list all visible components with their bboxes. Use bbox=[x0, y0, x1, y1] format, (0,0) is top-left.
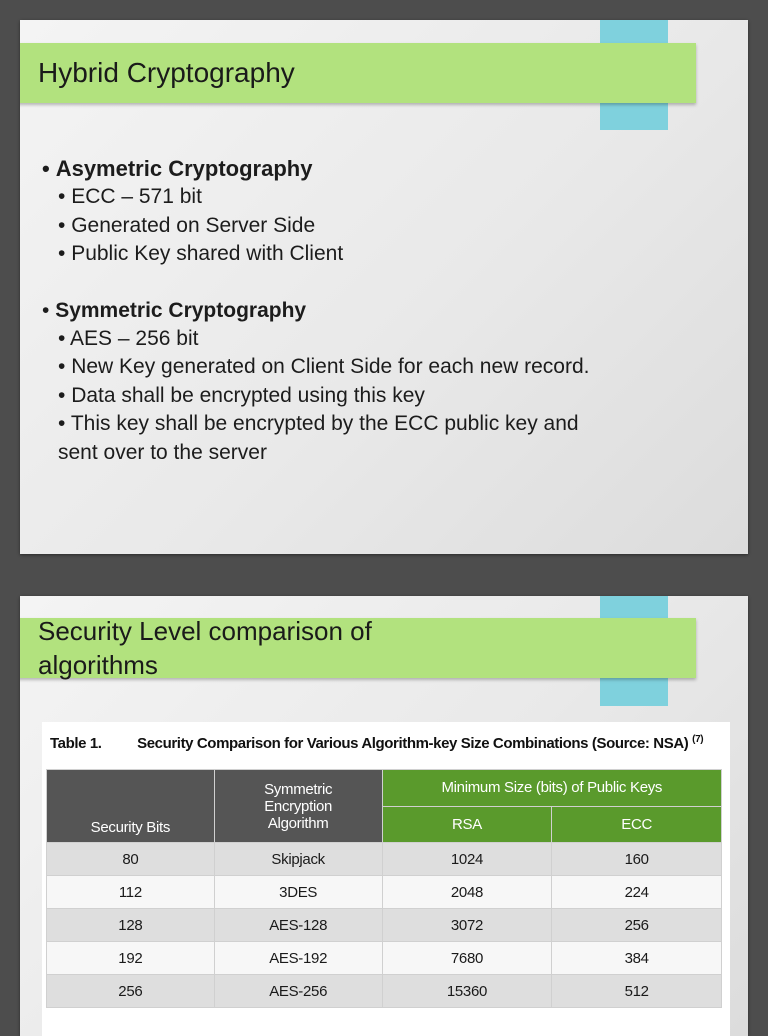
title-line-1: Security Level comparison of bbox=[38, 616, 372, 646]
sub-bullet-text: Public Key shared with Client bbox=[71, 242, 344, 265]
cell-ecc: 512 bbox=[552, 975, 722, 1008]
sub-bullet-text: ECC – 571 bit bbox=[71, 185, 202, 208]
sub-bullet-text: AES – 256 bit bbox=[70, 326, 199, 350]
cell-rsa: 15360 bbox=[382, 975, 552, 1008]
sub-bullet: • Data shall be encrypted using this key bbox=[58, 383, 425, 407]
slide-hybrid-cryptography bbox=[20, 20, 748, 554]
sub-bullet-text: This key shall be encrypted by the ECC public key and bbox=[70, 412, 579, 435]
bullet-dot-icon: • bbox=[42, 156, 50, 181]
sub-bullet-text: New Key generated on Client Side for each new record. bbox=[71, 355, 590, 378]
cell-security-bits: 128 bbox=[47, 909, 215, 942]
table-row bbox=[47, 909, 722, 942]
sub-bullet-text: Data shall be encrypted using this key bbox=[71, 383, 425, 407]
heading-text: Asymetric Cryptography bbox=[55, 156, 313, 181]
cell-security-bits: 256 bbox=[47, 975, 215, 1008]
caption-reference: (7) bbox=[692, 734, 704, 745]
bullet-list bbox=[42, 155, 728, 467]
sub-bullet: • This key shall be encrypted by the ECC public key and bbox=[58, 412, 579, 435]
continuation-text: sent over to the server bbox=[58, 440, 267, 464]
slide-security-level bbox=[20, 596, 748, 1036]
header-rsa: RSA bbox=[382, 806, 552, 843]
table-figure bbox=[42, 722, 730, 1036]
table-row bbox=[47, 876, 722, 909]
cell-ecc: 160 bbox=[552, 843, 722, 876]
caption-label: Table 1. bbox=[50, 735, 102, 752]
title-line-2: algorithms bbox=[38, 650, 158, 680]
sub-bullet: • Public Key shared with Client bbox=[58, 242, 344, 265]
table-row bbox=[47, 942, 722, 975]
sub-bullet: • Generated on Server Side bbox=[58, 213, 316, 237]
header-public-keys: Minimum Size (bits) of Public Keys bbox=[382, 770, 721, 807]
cell-ecc: 224 bbox=[552, 876, 722, 909]
cell-ecc: 384 bbox=[552, 942, 722, 975]
sub-bullet: • ECC – 571 bit bbox=[58, 185, 202, 208]
bullet-heading-symmetric: • Symmetric Cryptography bbox=[42, 298, 307, 322]
cell-security-bits: 80 bbox=[47, 843, 215, 876]
cell-rsa: 2048 bbox=[382, 876, 552, 909]
slide-title: Hybrid Cryptography bbox=[38, 57, 295, 88]
cell-rsa: 3072 bbox=[382, 909, 552, 942]
title-bar bbox=[20, 43, 696, 103]
header-symmetric-algorithm: Symmetric Encryption Algorithm bbox=[214, 770, 382, 843]
sub-bullet: • New Key generated on Client Side for each new record. bbox=[58, 355, 590, 378]
heading-text: Symmetric Cryptography bbox=[55, 298, 307, 322]
cell-algorithm: AES-192 bbox=[214, 942, 382, 975]
header-security-bits: Security Bits bbox=[47, 770, 215, 843]
sub-bullet-text: Generated on Server Side bbox=[71, 213, 316, 237]
caption-text: Security Comparison for Various Algorithm-key Size Combinations (Source: NSA) bbox=[137, 735, 689, 752]
cell-rsa: 7680 bbox=[382, 942, 552, 975]
cell-algorithm: AES-256 bbox=[214, 975, 382, 1008]
header-ecc: ECC bbox=[552, 806, 722, 843]
cell-security-bits: 112 bbox=[47, 876, 215, 909]
cell-algorithm: 3DES bbox=[214, 876, 382, 909]
cell-algorithm: AES-128 bbox=[214, 909, 382, 942]
cell-ecc: 256 bbox=[552, 909, 722, 942]
table-row bbox=[47, 975, 722, 1008]
title-bar bbox=[20, 618, 696, 678]
comparison-table bbox=[46, 769, 722, 1008]
bullet-heading-asymmetric bbox=[42, 155, 728, 183]
sub-bullet: • AES – 256 bit bbox=[58, 326, 199, 350]
cell-rsa: 1024 bbox=[382, 843, 552, 876]
slide-title bbox=[38, 614, 686, 682]
cell-security-bits: 192 bbox=[47, 942, 215, 975]
table-caption bbox=[50, 734, 703, 752]
table-row bbox=[47, 843, 722, 876]
sub-bullet-continuation bbox=[42, 439, 728, 468]
cell-algorithm: Skipjack bbox=[214, 843, 382, 876]
